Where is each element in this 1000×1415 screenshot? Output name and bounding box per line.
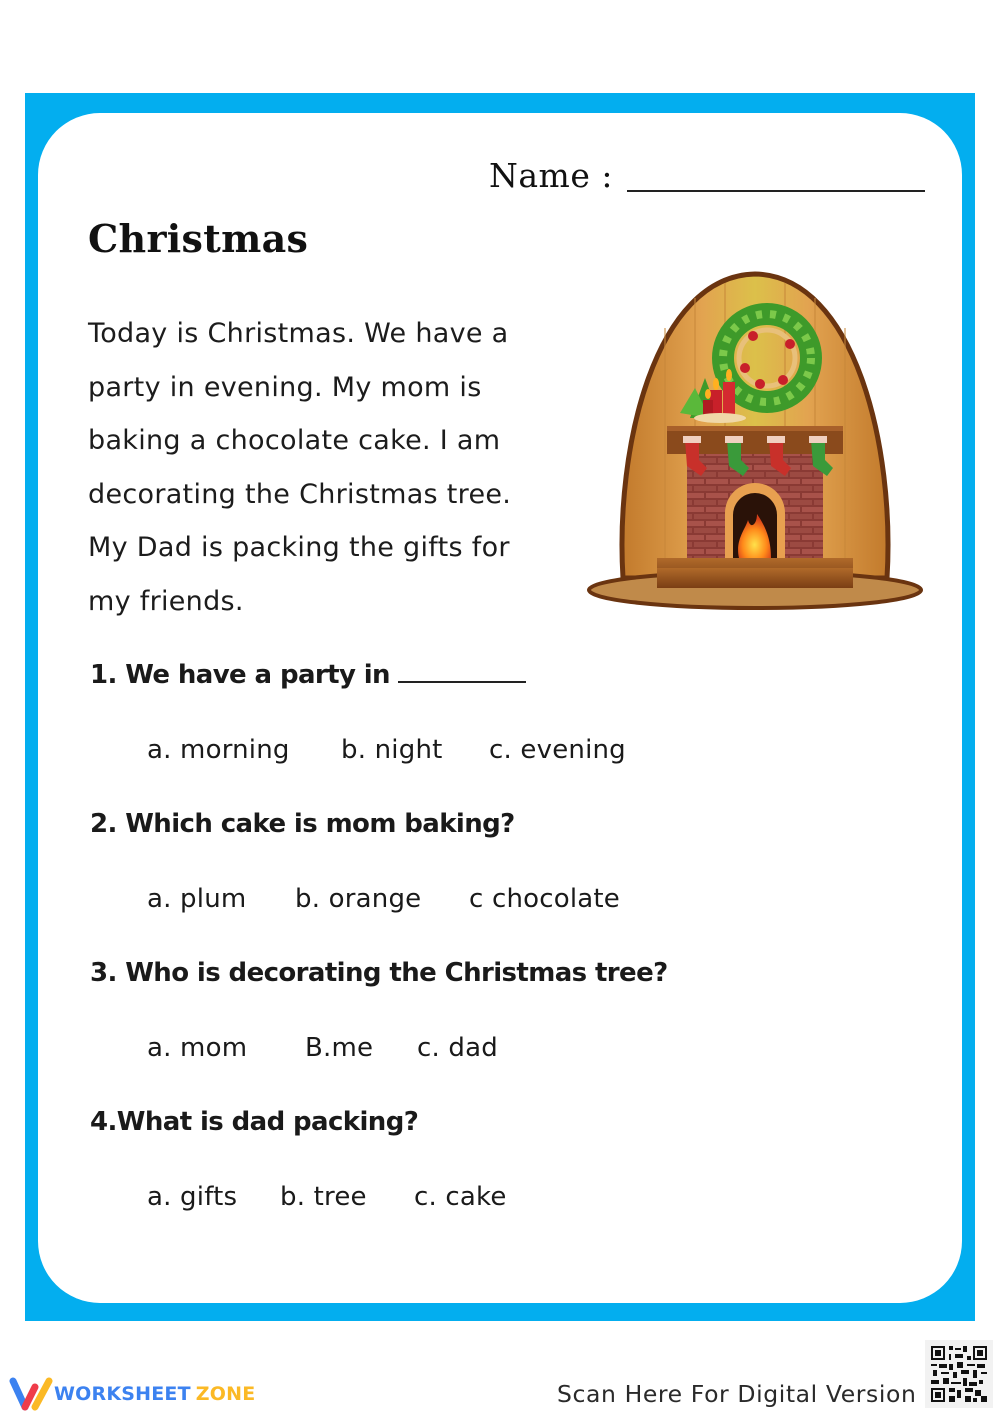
brand-zone: ZONE [195,1383,256,1405]
scan-instruction: Scan Here For Digital Version [557,1380,917,1408]
question-2: 2. Which cake is mom baking? [90,809,515,839]
option-b[interactable]: B.me [305,1033,374,1063]
option-a[interactable]: a. morning [147,735,290,765]
option-c[interactable]: c. cake [414,1182,507,1212]
logo-w-icon [8,1376,54,1412]
passage-line: decorating the Christmas tree. [88,478,512,510]
passage-line: My Dad is packing the gifts for [88,532,510,563]
passage-line: party in evening. My mom is [88,371,482,403]
fireplace-illustration [585,268,925,618]
option-b[interactable]: b. night [341,735,443,765]
passage-line: baking a chocolate cake. I am [88,425,501,456]
question-3: 3. Who is decorating the Christmas tree? [90,958,668,988]
option-b[interactable]: b. orange [295,884,422,914]
option-a[interactable]: a. mom [147,1033,248,1063]
passage-line: my friends. [88,585,244,617]
name-field [489,152,925,196]
name-blank-line [627,190,925,192]
question-text: 1. We have a party in [90,660,390,690]
qr-code-icon [931,1346,987,1402]
reading-passage [88,307,558,628]
qr-code[interactable] [925,1340,993,1408]
fireplace-icon [585,268,925,618]
passage-line: Today is Christmas. We have a [88,318,509,349]
name-label: Name : [489,156,613,195]
option-c[interactable]: c. dad [417,1033,498,1063]
question-4: 4.What is dad packing? [90,1107,419,1137]
brand-worksheet: WORKSHEET [54,1383,191,1405]
option-a[interactable]: a. plum [147,884,247,914]
option-c[interactable]: c. evening [489,735,626,765]
worksheet-title: Christmas [88,216,309,261]
option-a[interactable]: a. gifts [147,1182,238,1212]
worksheetzone-logo[interactable] [8,1376,255,1412]
question-1 [90,660,526,690]
answer-blank-line [398,681,526,683]
option-c[interactable]: c chocolate [469,884,620,914]
option-b[interactable]: b. tree [280,1182,367,1212]
